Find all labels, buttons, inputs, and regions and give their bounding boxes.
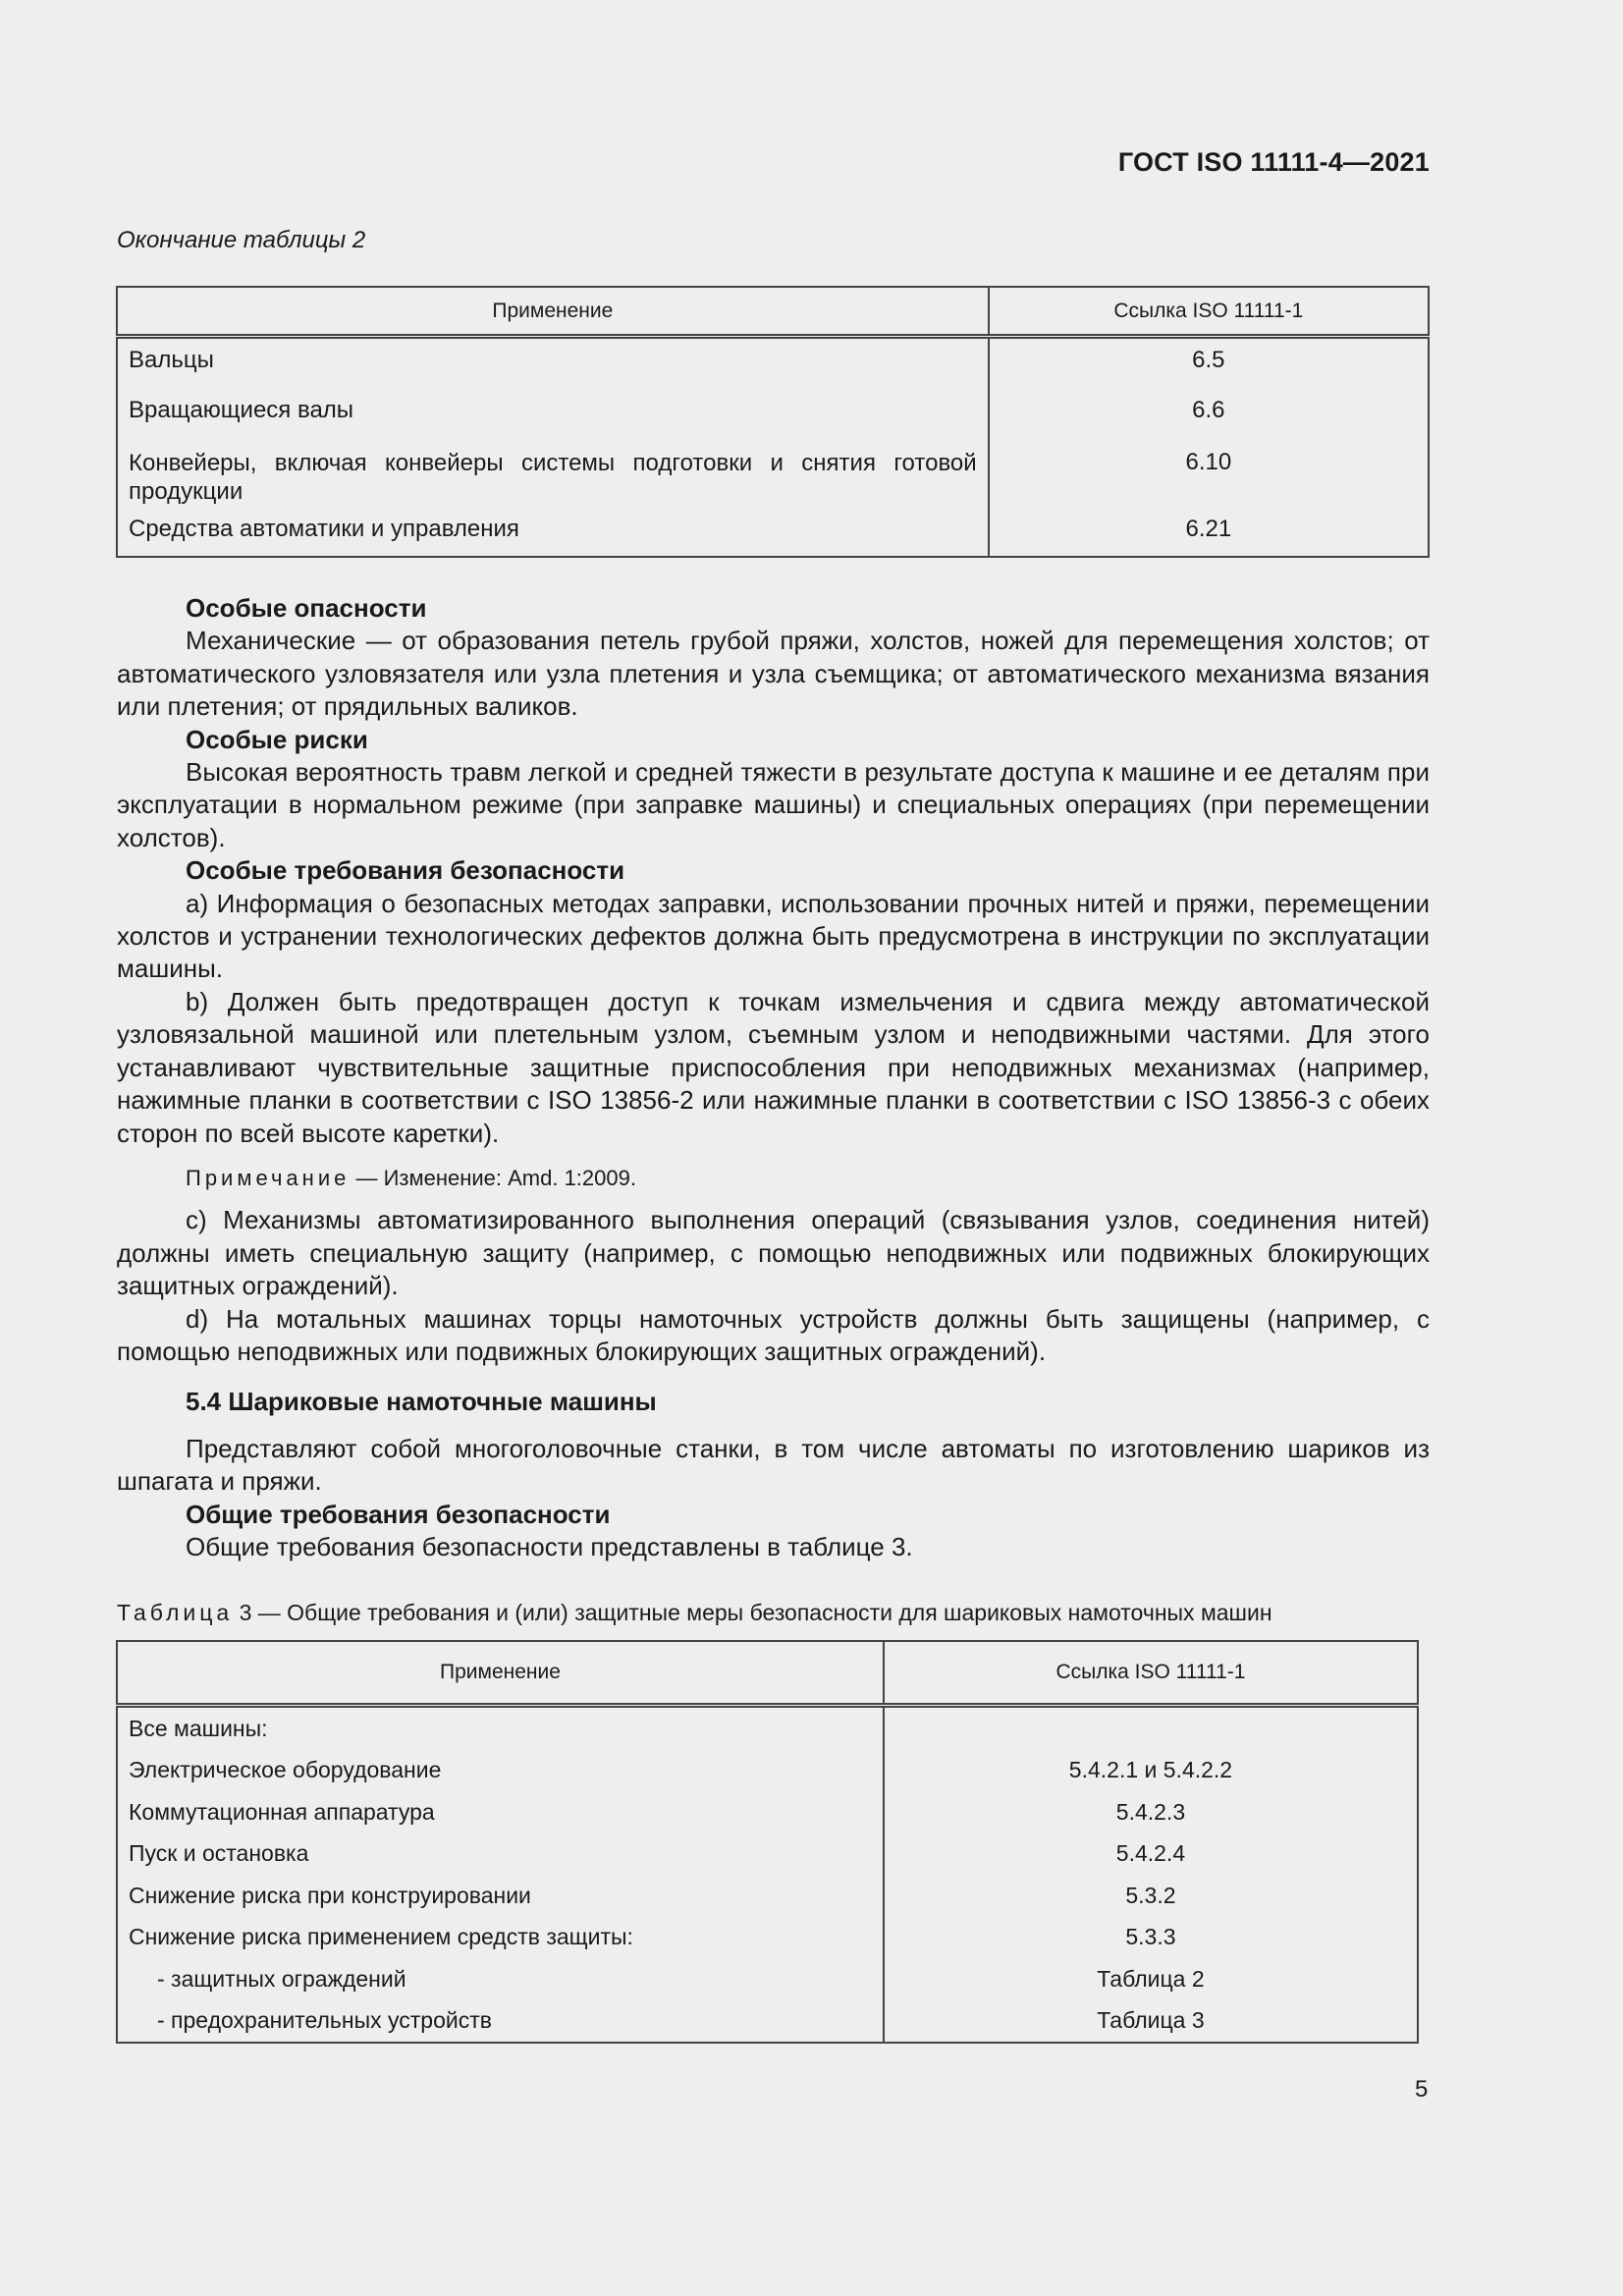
table-row <box>117 1706 1418 1750</box>
table-row <box>117 514 1429 557</box>
paragraph-risks: Высокая вероятность травм легкой и средней тяжести в результате доступа к машине и ее деталям при эксплуатации в нормальном режиме (при заправке машины) и специальных операциях (при перемещении холстов). <box>117 757 1430 852</box>
paragraph-item-c: c) Механизмы автоматизированного выполнения операций (связывания узлов, соединения нитей) должны иметь специальную защиту (например, с помощью неподвижных или подвижных блокирующих защитных ограждений). <box>117 1205 1430 1301</box>
table-2 <box>116 286 1430 558</box>
main-body-text <box>117 592 1430 1563</box>
table-cell-application: - защитных ограждений <box>117 1958 884 2000</box>
heading-special-risks: Особые риски <box>186 724 368 754</box>
paragraph-item-d: d) На мотальных машинах торцы намоточных устройств должны быть защищены (например, с помощью неподвижных или подвижных блокирующих защитных ограждений). <box>117 1303 1430 1366</box>
table-cell-application: Вальцы <box>117 337 989 389</box>
page-number: 5 <box>1415 2076 1429 2103</box>
paragraph-section-5-4: Представляют собой многоголовочные станки, в том числе автоматы по изготовлению шариков из шпагата и пряжи. <box>117 1433 1430 1497</box>
table-cell-application: Вращающиеся валы <box>117 389 989 443</box>
table-cell-reference <box>884 1706 1418 1750</box>
table-cell-reference: 5.3.3 <box>884 1917 1418 1959</box>
table3-caption-label: Таблица <box>117 1600 234 1625</box>
paragraph-general-requirements: Общие требования безопасности представлены в таблице 3. <box>186 1531 913 1561</box>
table-cell-reference: 5.4.2.1 и 5.4.2.2 <box>884 1750 1418 1792</box>
table-row <box>117 1917 1418 1959</box>
table-cell-application: Снижение риска применением средств защиты: <box>117 1917 884 1959</box>
table-row <box>117 1791 1418 1833</box>
note-label: Примечание <box>186 1165 351 1190</box>
table-cell-reference: 6.10 <box>989 443 1429 514</box>
column-header-application: Применение <box>117 1641 884 1706</box>
table-cell-reference: 6.5 <box>989 337 1429 389</box>
table-cell-application: Снижение риска при конструировании <box>117 1875 884 1917</box>
heading-special-hazards: Особые опасности <box>186 593 427 623</box>
table-header-row <box>117 287 1429 337</box>
note-text: — Изменение: Amd. 1:2009. <box>350 1165 636 1190</box>
table-cell-reference: 5.3.2 <box>884 1875 1418 1917</box>
paragraph-item-a: a) Информация о безопасных методах заправки, использовании прочных нитей и пряжи, перемещении холстов и устранении технологических дефектов должна быть предусмотрена в инструкции по эксплуатации машины. <box>117 888 1430 984</box>
table-row <box>117 1958 1418 2000</box>
table-cell-reference: 6.6 <box>989 389 1429 443</box>
table-row <box>117 1875 1418 1917</box>
table-cell-reference: 5.4.2.4 <box>884 1833 1418 1876</box>
heading-general-requirements: Общие требования безопасности <box>186 1499 611 1529</box>
table-row <box>117 1833 1418 1876</box>
table2-continuation-caption: Окончание таблицы 2 <box>117 227 366 253</box>
table-cell-application: - предохранительных устройств <box>117 2000 884 2044</box>
table-cell-application: Конвейеры, включая конвейеры системы подготовки и снятия готовой продукции <box>117 443 989 514</box>
column-header-reference: Ссылка ISO 11111-1 <box>989 287 1429 337</box>
section-title-5-4: 5.4 Шариковые намоточные машины <box>186 1387 657 1417</box>
table3-caption-text: 3 — Общие требования и (или) защитные меры безопасности для шариковых намоточных машин <box>233 1600 1272 1625</box>
table-cell-application: Коммутационная аппаратура <box>117 1791 884 1833</box>
table-3 <box>116 1640 1419 2044</box>
table-cell-application: Электрическое оборудование <box>117 1750 884 1792</box>
table-row <box>117 389 1429 443</box>
document-id-header: ГОСТ ISO 11111-4—2021 <box>1117 147 1430 177</box>
table-row <box>117 1750 1418 1792</box>
table-cell-reference: Таблица 2 <box>884 1958 1418 2000</box>
paragraph-hazards: Механические — от образования петель грубой пряжи, холстов, ножей для перемещения холстов; от автоматического узловязателя или узла плетения и узла съемщика; от автоматического механизма вязания или плетения; от прядильных валиков. <box>117 626 1430 722</box>
table-cell-reference: Таблица 3 <box>884 2000 1418 2044</box>
note <box>117 1162 1430 1194</box>
table-cell-application: Все машины: <box>117 1706 884 1750</box>
table3-caption <box>117 1600 1272 1626</box>
column-header-reference: Ссылка ISO 11111-1 <box>884 1641 1418 1706</box>
table-row <box>117 2000 1418 2044</box>
table-cell-reference: 5.4.2.3 <box>884 1791 1418 1833</box>
paragraph-item-b: b) Должен быть предотвращен доступ к точкам измельчения и сдвига между автоматической узловязальной машиной или плетельным узлом, съемным узлом и неподвижными частями. Для этого устанавливают чувствительные защитные приспособления при неподвижных механизмах (например, нажимные планки в соответствии с ISO 13856-2 или нажимные планки в соответствии с ISO 13856-3 с обеих сторон по всей высоте каретки). <box>117 986 1430 1148</box>
table-row <box>117 443 1429 514</box>
column-header-application: Применение <box>117 287 989 337</box>
heading-special-requirements: Особые требования безопасности <box>186 855 625 886</box>
table-header-row <box>117 1641 1418 1706</box>
table-cell-application: Пуск и остановка <box>117 1833 884 1876</box>
table-cell-reference: 6.21 <box>989 514 1429 557</box>
table-cell-application: Средства автоматики и управления <box>117 514 989 557</box>
table-row <box>117 337 1429 389</box>
